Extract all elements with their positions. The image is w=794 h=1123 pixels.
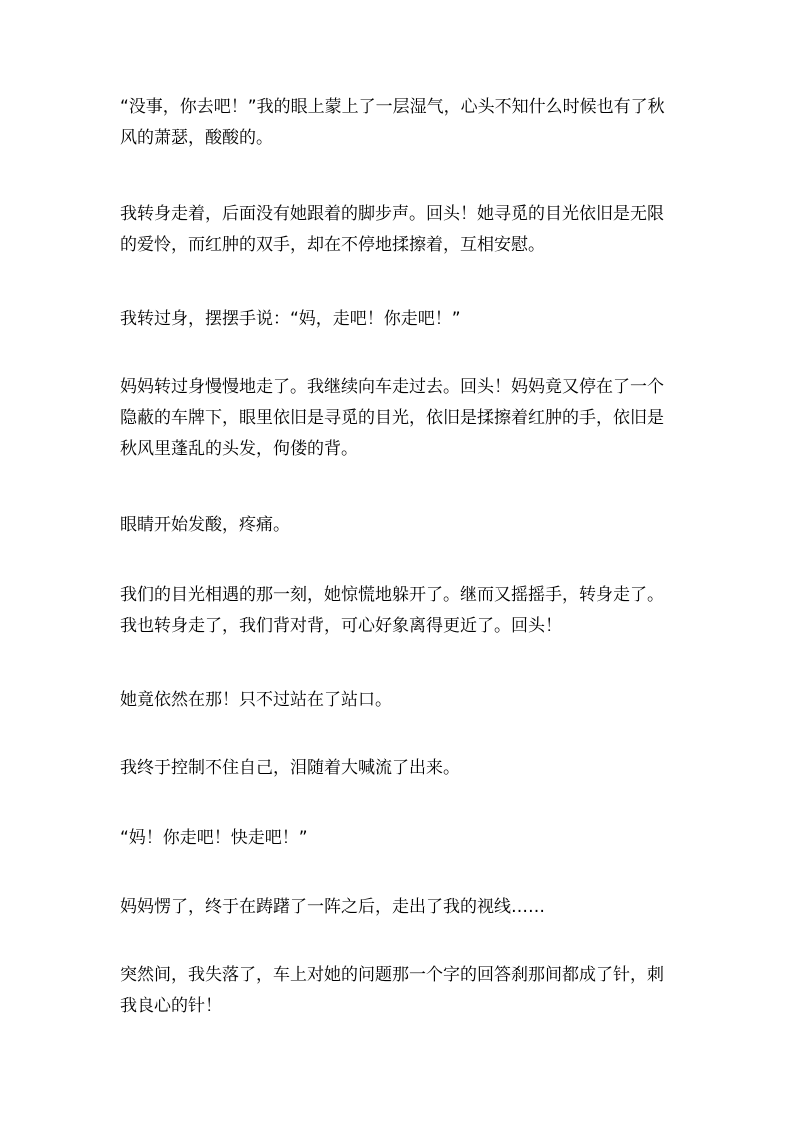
paragraph-6: 我们的目光相遇的那一刻，她惊慌地躲开了。继而又摇摇手，转身走了。我也转身走了，我们背对背，可心好象离得更近了。回头！ (120, 585, 664, 636)
paragraph-4: 妈妈转过身慢慢地走了。我继续向车走过去。回头！妈妈竟又停在了一个隐蔽的车牌下，眼里依旧是寻觅的目光，依旧是揉擦着红肿的手，依旧是秋风里蓬乱的头发，佝偻的背。 (120, 377, 664, 459)
paragraph-9: “妈！你走吧！快走吧！” (120, 828, 308, 848)
paragraph-7: 她竟依然在那！只不过站在了站口。 (120, 690, 392, 710)
paragraph-8: 我终于控制不住自己，泪随着大喊流了出来。 (120, 758, 460, 778)
paragraph-2: 我转身走着，后面没有她跟着的脚步声。回头！她寻觅的目光依旧是无限的爱怜，而红肿的双手，却在不停地揉擦着，互相安慰。 (120, 204, 664, 255)
paragraph-11: 突然间，我失落了，车上对她的问题那一个字的回答刹那间都成了针，刺我良心的针！ (120, 965, 664, 1016)
paragraph-1: “没事，你去吧！”我的眼上蒙上了一层湿气，心头不知什么时候也有了秋风的萧瑟，酸酸的。 (120, 97, 665, 148)
paragraph-10: 妈妈愣了，终于在踌躇了一阵之后，走出了我的视线…… (120, 897, 545, 917)
paragraph-3: 我转过身，摆摆手说：“妈，走吧！你走吧！” (120, 309, 461, 329)
paragraph-5: 眼睛开始发酸，疼痛。 (120, 515, 290, 535)
